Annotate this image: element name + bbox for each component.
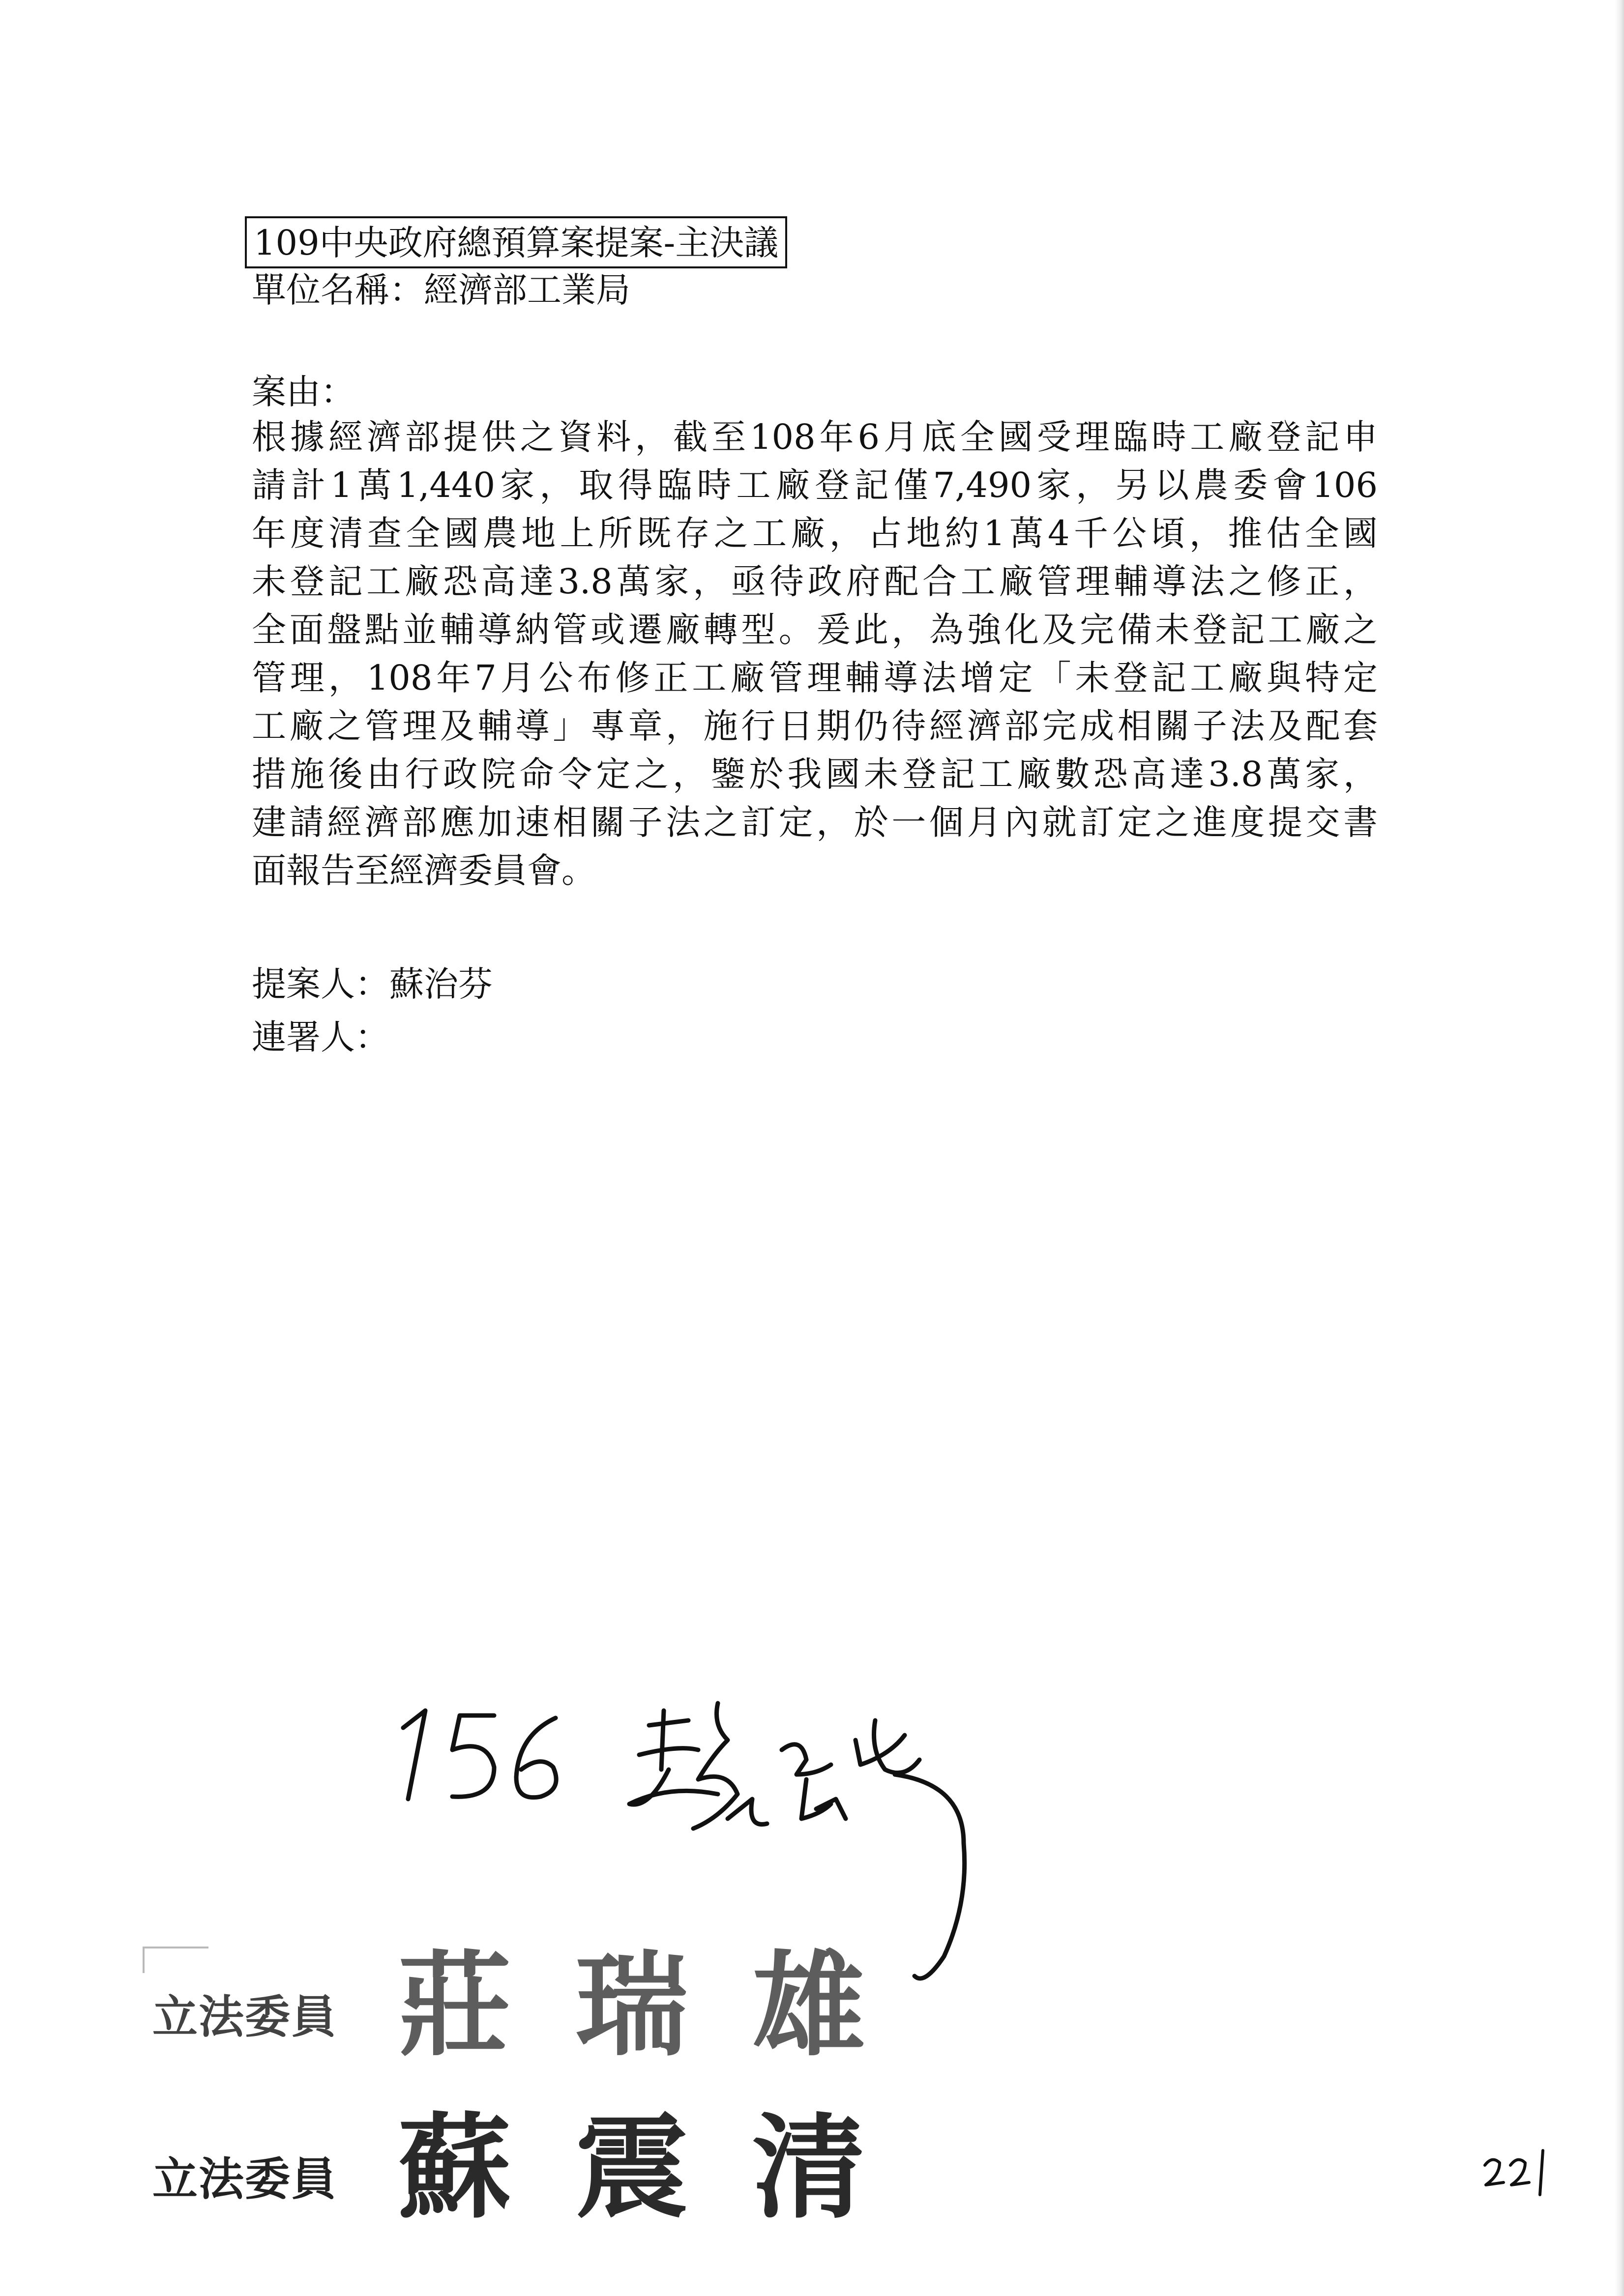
document-header: 109中央政府總預算案提案-主決議: [254, 223, 779, 263]
handwritten-name: [629, 1703, 965, 1978]
body-line: 全面盤點並輔導納管或遷廠轉型。爰此，為強化及完備未登記工廠之: [252, 610, 1378, 650]
stamp-label: 立法委員: [152, 2152, 338, 2206]
body-line: 請計1萬1,440家，取得臨時工廠登記僅7,490家，另以農委會106: [252, 465, 1378, 505]
document-header-box: [245, 216, 787, 268]
legislator-stamp: [143, 2101, 929, 2234]
body-line: 根據經濟部提供之資料，截至108年6月底全國受理臨時工廠登記申: [252, 417, 1378, 457]
proposal-body: [252, 413, 1378, 895]
proposer: 提案人：蘇治芬: [252, 964, 493, 1004]
stamp-border-mark: [143, 1947, 208, 1973]
body-line: 建請經濟部應加速相關子法之訂定，於一個月內就訂定之進度提交書: [252, 802, 1378, 843]
handwritten-number: [403, 1711, 556, 1799]
body-line: 年度清查全國農地上所既存之工廠，占地約1萬4千公頃，推估全國: [252, 513, 1378, 553]
stamp-label: 立法委員: [152, 1990, 338, 2043]
stamp-name: 莊瑞雄: [398, 1939, 929, 2072]
stamp-name: 蘇震清: [398, 2101, 929, 2234]
body-line: 面報告至經濟委員會。: [252, 850, 596, 891]
reason-label: 案由：: [252, 372, 355, 412]
handwritten-page-number: [1480, 2141, 1559, 2200]
body-line: 未登記工廠恐高達3.8萬家，亟待政府配合工廠管理輔導法之修正，: [252, 561, 1378, 602]
scan-edge-shadow: [1615, 0, 1624, 2296]
legislator-stamp: [143, 1939, 929, 2072]
cosigner: 連署人：: [252, 1017, 389, 1057]
body-line: 工廠之管理及輔導」專章，施行日期仍待經濟部完成相關子法及配套: [252, 706, 1378, 746]
body-line: 管理，108年7月公布修正工廠管理輔導法增定「未登記工廠與特定: [252, 658, 1378, 698]
body-line: 措施後由行政院命令定之，鑒於我國未登記工廠數恐高達3.8萬家，: [252, 754, 1378, 794]
unit-name: 單位名稱：經濟部工業局: [252, 270, 630, 310]
